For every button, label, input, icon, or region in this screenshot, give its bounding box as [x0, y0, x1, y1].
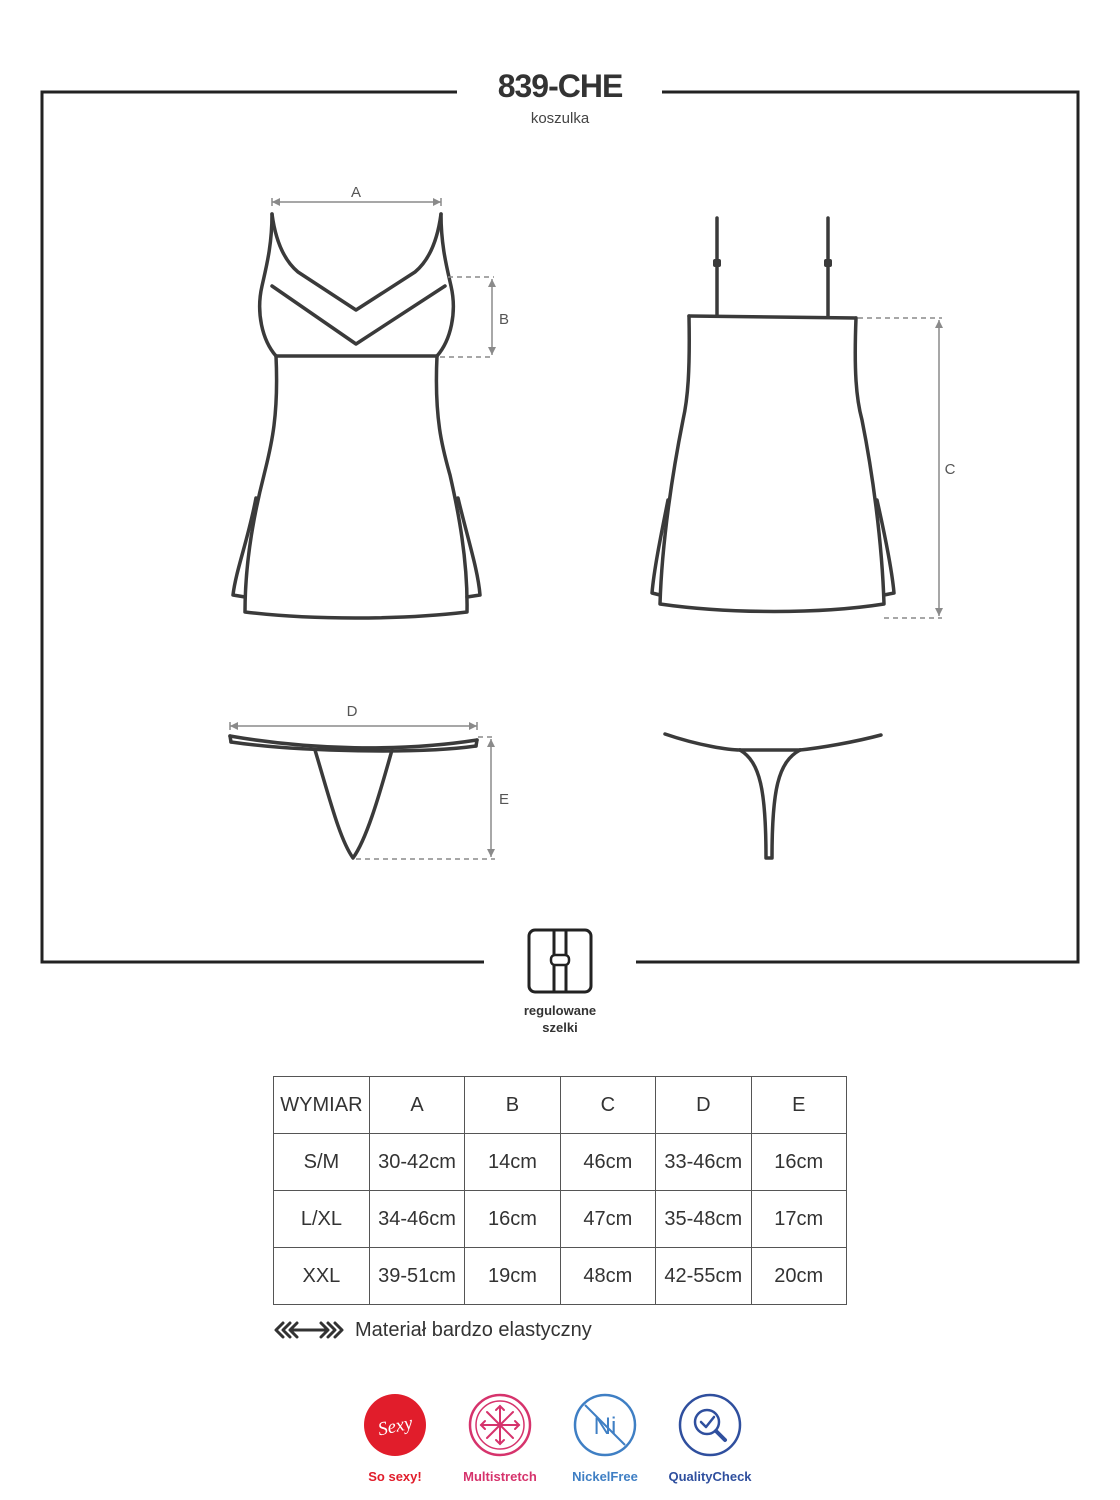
dimension-label-d: D	[346, 703, 358, 720]
size-table-cell: L/XL	[274, 1191, 370, 1248]
badge-label: QualityCheck	[668, 1469, 752, 1484]
size-table-header-cell: C	[560, 1077, 655, 1134]
size-table-cell: 46cm	[560, 1134, 655, 1191]
size-table-cell: 17cm	[751, 1191, 846, 1248]
material-note-text: Materiał bardzo elastyczny	[355, 1318, 592, 1341]
adjustable-straps-label-line1: regulowane	[523, 1003, 597, 1018]
product-code: 839-CHE	[497, 68, 623, 104]
quality-check-icon	[677, 1392, 743, 1458]
size-table-cell: 19cm	[465, 1248, 560, 1305]
size-table-cell: 30-42cm	[369, 1134, 464, 1191]
size-table-cell: S/M	[274, 1134, 370, 1191]
badge-quality-check	[655, 1392, 765, 1484]
size-table-cell: 48cm	[560, 1248, 655, 1305]
size-table	[273, 1076, 847, 1305]
adjustable-straps-label	[490, 1002, 630, 1036]
size-table-cell: 34-46cm	[369, 1191, 464, 1248]
adjustable-strap-icon	[529, 930, 591, 992]
size-table-header-cell: E	[751, 1077, 846, 1134]
size-table-header-cell: WYMIAR	[274, 1077, 370, 1134]
badge-label: So sexy!	[368, 1469, 422, 1484]
size-table-cell: 35-48cm	[656, 1191, 751, 1248]
badge-so-sexy	[340, 1392, 450, 1484]
size-table-header-cell: D	[656, 1077, 751, 1134]
size-table-header	[274, 1077, 847, 1134]
size-table-row	[274, 1191, 847, 1248]
thong-front-drawing	[230, 736, 477, 858]
dimension-label-c: C	[944, 461, 956, 478]
nickel-free-icon-text: Ni	[593, 1413, 617, 1440]
size-table-header-cell: A	[369, 1077, 464, 1134]
stretch-arrows-icon	[273, 1320, 345, 1340]
multistretch-icon	[467, 1392, 533, 1458]
dimension-label-e: E	[498, 791, 510, 808]
chemise-back-drawing	[652, 218, 894, 612]
size-table-cell: 16cm	[751, 1134, 846, 1191]
size-table-cell: 14cm	[465, 1134, 560, 1191]
size-table-cell: 47cm	[560, 1191, 655, 1248]
product-type: koszulka	[530, 110, 590, 127]
material-note	[273, 1316, 592, 1344]
size-table-header-cell: B	[465, 1077, 560, 1134]
badge-label: Multistretch	[463, 1469, 537, 1484]
size-table-cell: 16cm	[465, 1191, 560, 1248]
diagram-frame	[42, 92, 1078, 962]
thong-back-drawing	[665, 734, 881, 858]
size-table-cell: 33-46cm	[656, 1134, 751, 1191]
badge-nickel-free	[550, 1392, 660, 1484]
badge-multistretch	[445, 1392, 555, 1484]
size-table-row	[274, 1248, 847, 1305]
size-table-cell: 20cm	[751, 1248, 846, 1305]
badge-label: NickelFree	[572, 1469, 638, 1484]
nickel-free-icon	[572, 1392, 638, 1458]
dimension-label-b: B	[498, 311, 510, 328]
dimension-label-a: A	[350, 184, 362, 201]
size-table-cell: 42-55cm	[656, 1248, 751, 1305]
adjustable-straps-label-line2: szelki	[542, 1020, 578, 1035]
sexy-icon-text: Sexy	[376, 1412, 415, 1441]
size-table-cell: XXL	[274, 1248, 370, 1305]
chemise-front-drawing	[233, 214, 480, 618]
size-table-row	[274, 1134, 847, 1191]
size-table-cell: 39-51cm	[369, 1248, 464, 1305]
sexy-icon	[362, 1392, 428, 1458]
feature-badges	[340, 1392, 780, 1488]
